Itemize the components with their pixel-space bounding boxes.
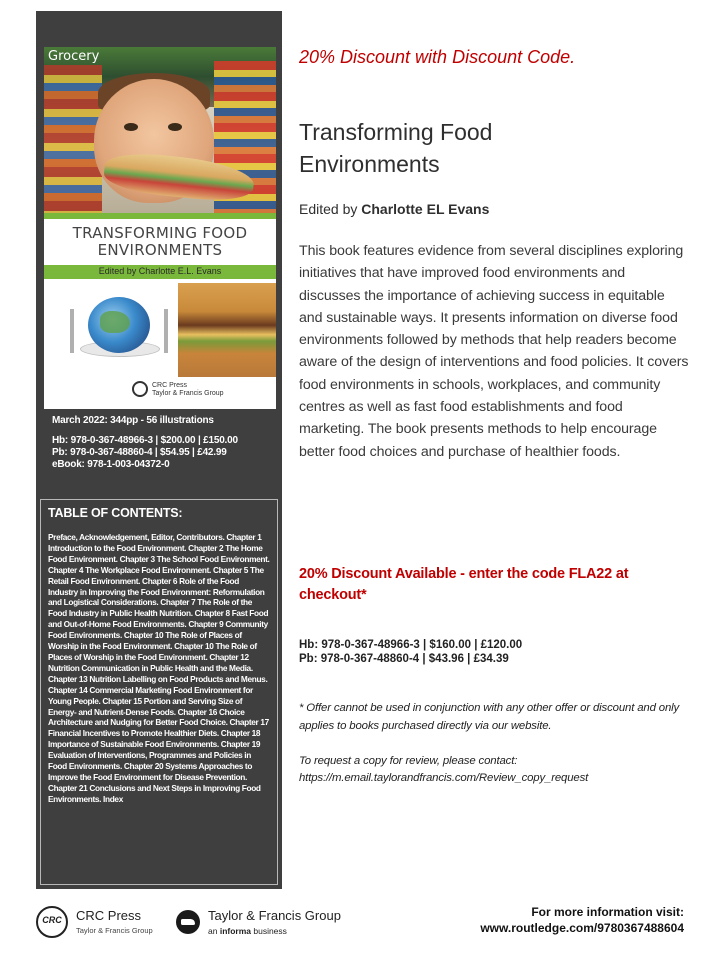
hardback-discount-price: Hb: 978-0-367-48966-3 | $160.00 | £120.00 <box>299 639 523 651</box>
publication-date: March 2022: 344pp - 56 illustrations <box>52 415 214 426</box>
knife-icon <box>164 309 168 353</box>
routledge-link[interactable]: www.routledge.com/9780367488604 <box>480 921 684 935</box>
editor-name: Charlotte EL Evans <box>361 201 490 217</box>
paperback-price: Pb: 978-0-367-48860-4 | $54.95 | £42.99 <box>52 447 227 458</box>
review-request: To request a copy for review, please contact: https://m.email.taylorandfrancis.com/Review_copy_request <box>299 753 691 787</box>
lamp-icon <box>176 910 200 934</box>
crc-logo-icon <box>132 381 148 397</box>
taylor-francis-logo: Taylor & Francis Group an informa business <box>176 906 356 938</box>
discount-prices <box>299 638 522 666</box>
burger-image <box>178 283 276 377</box>
book-cover <box>44 47 276 409</box>
book-title: Transforming Food Environments <box>299 119 493 177</box>
cover-editor: Edited by Charlotte E.L. Evans <box>98 266 222 276</box>
more-info: For more information visit: www.routledge.com/9780367488604 <box>480 905 684 935</box>
review-link[interactable]: https://m.email.taylorandfrancis.com/Review_copy_request <box>299 772 589 784</box>
offer-disclaimer: * Offer cannot be used in conjunction with any other offer or discount and only applies to books purchased directly via our website. <box>299 702 680 732</box>
hardback-price: Hb: 978-0-367-48966-3 | $200.00 | £150.00 <box>52 435 238 446</box>
fork-icon <box>70 309 74 353</box>
crc-press-logo: CRC CRC Press Taylor & Francis Group <box>36 906 176 938</box>
book-description: This book features evidence from several disciplines exploring initiatives that have improved food environments and discusses the importance of achieving success in equitable and sustainable ways. It presents information on diverse food environments followed by methods that help readers become aware of the design of interventions and food policies. It covers food environments in schools, workplaces, and community centres as well as fast food establishments and food marketing. The book presents methods to help encourage better food choices and purchase of healthier foods. <box>299 243 689 460</box>
paperback-discount-price: Pb: 978-0-367-48860-4 | $43.96 | £34.39 <box>299 653 509 665</box>
edited-by: Edited by Charlotte EL Evans <box>299 201 490 217</box>
left-panel <box>36 11 282 889</box>
ebook-isbn: eBook: 978-1-003-04372-0 <box>52 459 170 470</box>
book-details <box>52 415 238 471</box>
cover-publisher: CRC Press Taylor & Francis Group <box>152 382 224 397</box>
grocery-sign: Grocery <box>48 49 100 64</box>
cover-photo <box>44 47 276 213</box>
toc-body: Preface, Acknowledgement, Editor, Contributors. Chapter 1 Introduction to the Food Environment. Chapter 2 The Home Food Environment. Chapter 3 The School Food Environment. Chapter 4 The Workplace Food Environment. Chapter 5 The Retail Food Environment. Chapter 6 Role of the Food Industry in Improving the Food Environment: Reformulation and Logistical Considerations. Chapter 7 The Role of the Food Industry in Public Health Nutrition. Chapter 8 Fast Food and Out-of-Home Food Environments. Chapter 9 Community Food Environments. Chapter 10 The Role of Places of Worship in the Food Environment. Chapter 10 The Role of Places of Worship in the Food Environment. Chapter 12 Nutrition Communication in Public Health and the Media. Chapter 13 Nutrition Labelling on Food Products and Menus. Chapter 14 Commercial Marketing Food Environment for Young People. Chapter 15 Portion and Serving Size of Energy- and Nutrient-Dense Foods. Chapter 16 Choice Architecture and Nudging for Better Food Choice. Chapter 17 Financial Incentives to Promote Healthier Diets. Chapter 18 Importance of Sustainable Food Environments. Chapter 19 Evaluation of Interventions, Programmes and Policies in Food Environments. Chapter 20 Systems Approaches to Improve the Food Environment for Disease Prevention. Chapter 21 Conclusions and Next Steps in Improving Food Environments. Index <box>48 532 270 804</box>
table-of-contents <box>40 499 278 885</box>
discount-headline: 20% Discount with Discount Code. <box>299 47 576 67</box>
cover-title: TRANSFORMING FOOD ENVIRONMENTS <box>72 224 248 259</box>
toc-heading: TABLE OF CONTENTS: <box>48 506 183 520</box>
discount-offer: 20% Discount Available - enter the code FLA22 at checkout* <box>299 566 629 603</box>
globe-icon <box>88 297 150 353</box>
